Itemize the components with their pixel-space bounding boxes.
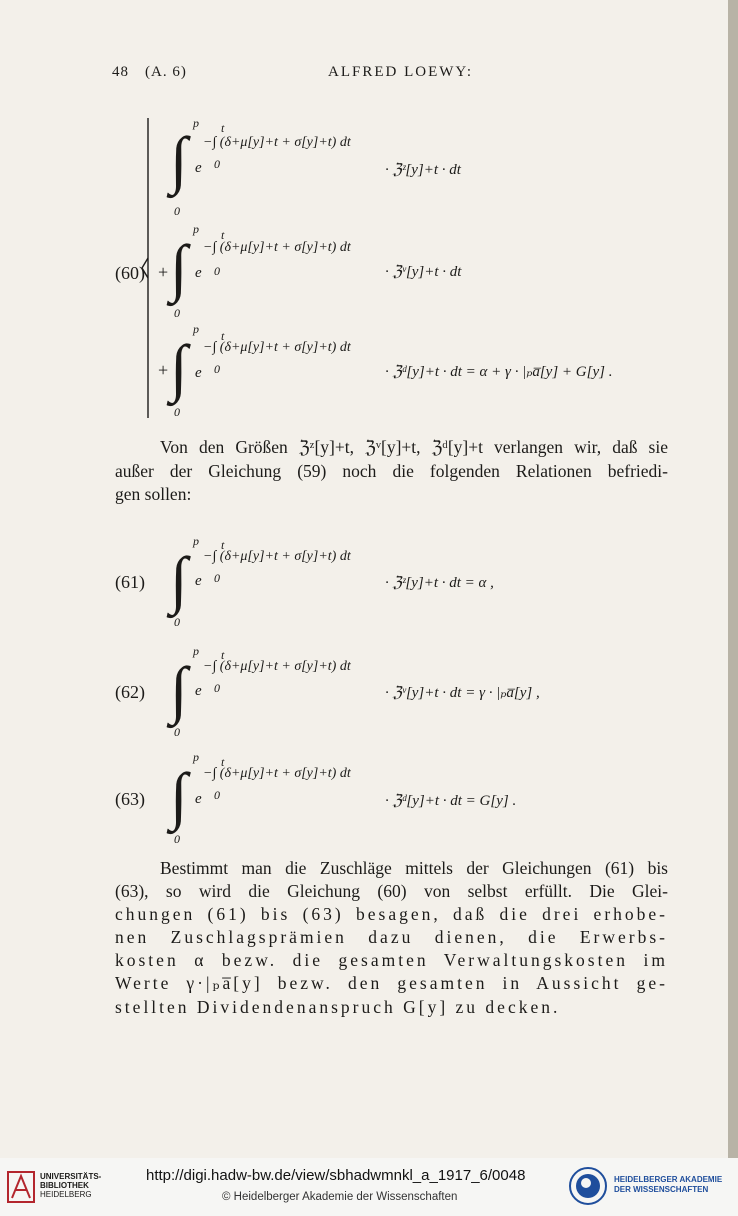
exponent-expr: −∫ (δ+μ[y]+t + σ[y]+t) dt bbox=[203, 766, 351, 781]
running-head-author: ALFRED LOEWY: bbox=[328, 64, 474, 80]
eq62-rhs: · ℨᵛ[y]+t · dt = γ · |ₚa̅[y] , bbox=[385, 685, 540, 701]
para2-line6: Werte γ·|ₚa̅[y] bezw. den gesamten in Aussicht ge- bbox=[115, 973, 668, 993]
para2-line5: kosten α bezw. die gesamten Verwaltungskosten im bbox=[115, 950, 668, 970]
library-logo-icon bbox=[6, 1170, 36, 1204]
integral-sign: ∫ bbox=[170, 654, 188, 725]
lower-limit: 0 bbox=[174, 832, 180, 846]
lower-limit: 0 bbox=[174, 725, 180, 739]
integral-sign: ∫ bbox=[170, 232, 188, 303]
exp-base: e bbox=[195, 573, 202, 589]
copyright-notice: © Heidelberger Akademie der Wissenschaften bbox=[222, 1191, 458, 1203]
exp-upper: t bbox=[221, 538, 225, 552]
upper-limit: p bbox=[193, 750, 199, 764]
exp-lower: 0 bbox=[214, 157, 220, 171]
eq60-term3: · ℨᵈ[y]+t · dt = α + γ · |ₚa̅[y] + G[y] . bbox=[385, 364, 613, 380]
para2-line1: Bestimmt man die Zuschläge mittels der Gleichungen (61) bis bbox=[160, 858, 668, 878]
library-name-2: BIBLIOTHEK bbox=[40, 1181, 89, 1190]
plus-sign: + bbox=[158, 262, 169, 282]
exp-base: e bbox=[195, 791, 202, 807]
eq63-label: (63) bbox=[115, 789, 145, 809]
exp-upper: t bbox=[221, 755, 225, 769]
para1-line3: gen sollen: bbox=[115, 484, 192, 504]
eq61-rhs: · ℨᶻ[y]+t · dt = α , bbox=[385, 575, 494, 591]
exponent-expr: −∫ (δ+μ[y]+t + σ[y]+t) dt bbox=[203, 549, 351, 564]
academy-name-2: DER WISSENSCHAFTEN bbox=[614, 1185, 709, 1194]
lower-limit: 0 bbox=[174, 405, 180, 419]
left-brace bbox=[140, 118, 156, 418]
eq60-term1: · ℨᶻ[y]+t · dt bbox=[385, 162, 461, 178]
para1-line2: außer der Gleichung (59) noch die folgenden Relationen befriedi- bbox=[115, 461, 668, 481]
plus-sign: + bbox=[158, 360, 169, 380]
exp-lower: 0 bbox=[214, 362, 220, 376]
upper-limit: p bbox=[193, 644, 199, 658]
exp-base: e bbox=[195, 365, 202, 381]
academy-seal-icon bbox=[568, 1166, 608, 1206]
para2-line4: nen Zuschlagsprämien dazu dienen, die Erwerbs- bbox=[115, 927, 668, 947]
lower-limit: 0 bbox=[174, 615, 180, 629]
library-name-1: UNIVERSITÄTS- bbox=[40, 1172, 102, 1181]
page-number: 48 bbox=[112, 64, 129, 80]
integral-sign: ∫ bbox=[170, 544, 188, 615]
integral-sign: ∫ bbox=[170, 332, 188, 403]
lower-limit: 0 bbox=[174, 306, 180, 320]
eq63-rhs: · ℨᵈ[y]+t · dt = G[y] . bbox=[385, 793, 517, 809]
exp-lower: 0 bbox=[214, 571, 220, 585]
para2-line2: (63), so wird die Gleichung (60) von selbst erfüllt. Die Glei- bbox=[115, 881, 668, 901]
exp-upper: t bbox=[221, 648, 225, 662]
lower-limit: 0 bbox=[174, 204, 180, 218]
exp-upper: t bbox=[221, 329, 225, 343]
academy-name-1: HEIDELBERGER AKADEMIE bbox=[614, 1175, 723, 1184]
exp-upper: t bbox=[221, 121, 225, 135]
exp-base: e bbox=[195, 160, 202, 176]
footer-bar bbox=[0, 1158, 738, 1216]
eq62-label: (62) bbox=[115, 682, 145, 702]
exp-lower: 0 bbox=[214, 788, 220, 802]
upper-limit: p bbox=[193, 222, 199, 236]
eq60-label: (60) bbox=[115, 263, 145, 283]
exp-upper: t bbox=[221, 228, 225, 242]
exp-base: e bbox=[195, 265, 202, 281]
exp-lower: 0 bbox=[214, 264, 220, 278]
eq61-label: (61) bbox=[115, 572, 145, 592]
integral-sign: ∫ bbox=[170, 760, 188, 831]
exp-base: e bbox=[195, 683, 202, 699]
para1-line1: Von den Größen ℨᶻ[y]+t, ℨᵛ[y]+t, ℨᵈ[y]+t verlangen wir, daß sie bbox=[160, 437, 668, 457]
integral-sign: ∫ bbox=[170, 124, 188, 195]
section-ref: (A. 6) bbox=[145, 64, 187, 80]
exponent-expr: −∫ (δ+μ[y]+t + σ[y]+t) dt bbox=[203, 659, 351, 674]
exp-lower: 0 bbox=[214, 681, 220, 695]
exponent-expr: −∫ (δ+μ[y]+t + σ[y]+t) dt bbox=[203, 340, 351, 355]
upper-limit: p bbox=[193, 534, 199, 548]
exponent-expr: −∫ (δ+μ[y]+t + σ[y]+t) dt bbox=[203, 240, 351, 255]
library-name-3: HEIDELBERG bbox=[40, 1190, 92, 1199]
exponent-expr: −∫ (δ+μ[y]+t + σ[y]+t) dt bbox=[203, 135, 351, 150]
upper-limit: p bbox=[193, 322, 199, 336]
upper-limit: p bbox=[193, 116, 199, 130]
eq60-term2: · ℨᵛ[y]+t · dt bbox=[385, 264, 462, 280]
permalink-url[interactable]: http://digi.hadw-bw.de/view/sbhadwmnkl_a_1917_6/0048 bbox=[146, 1167, 526, 1184]
page-edge bbox=[728, 0, 738, 1158]
para2-line3: chungen (61) bis (63) besagen, daß die drei erhobe- bbox=[115, 904, 668, 924]
para2-line7: stellten Dividendenanspruch G[y] zu decken. bbox=[115, 997, 561, 1017]
